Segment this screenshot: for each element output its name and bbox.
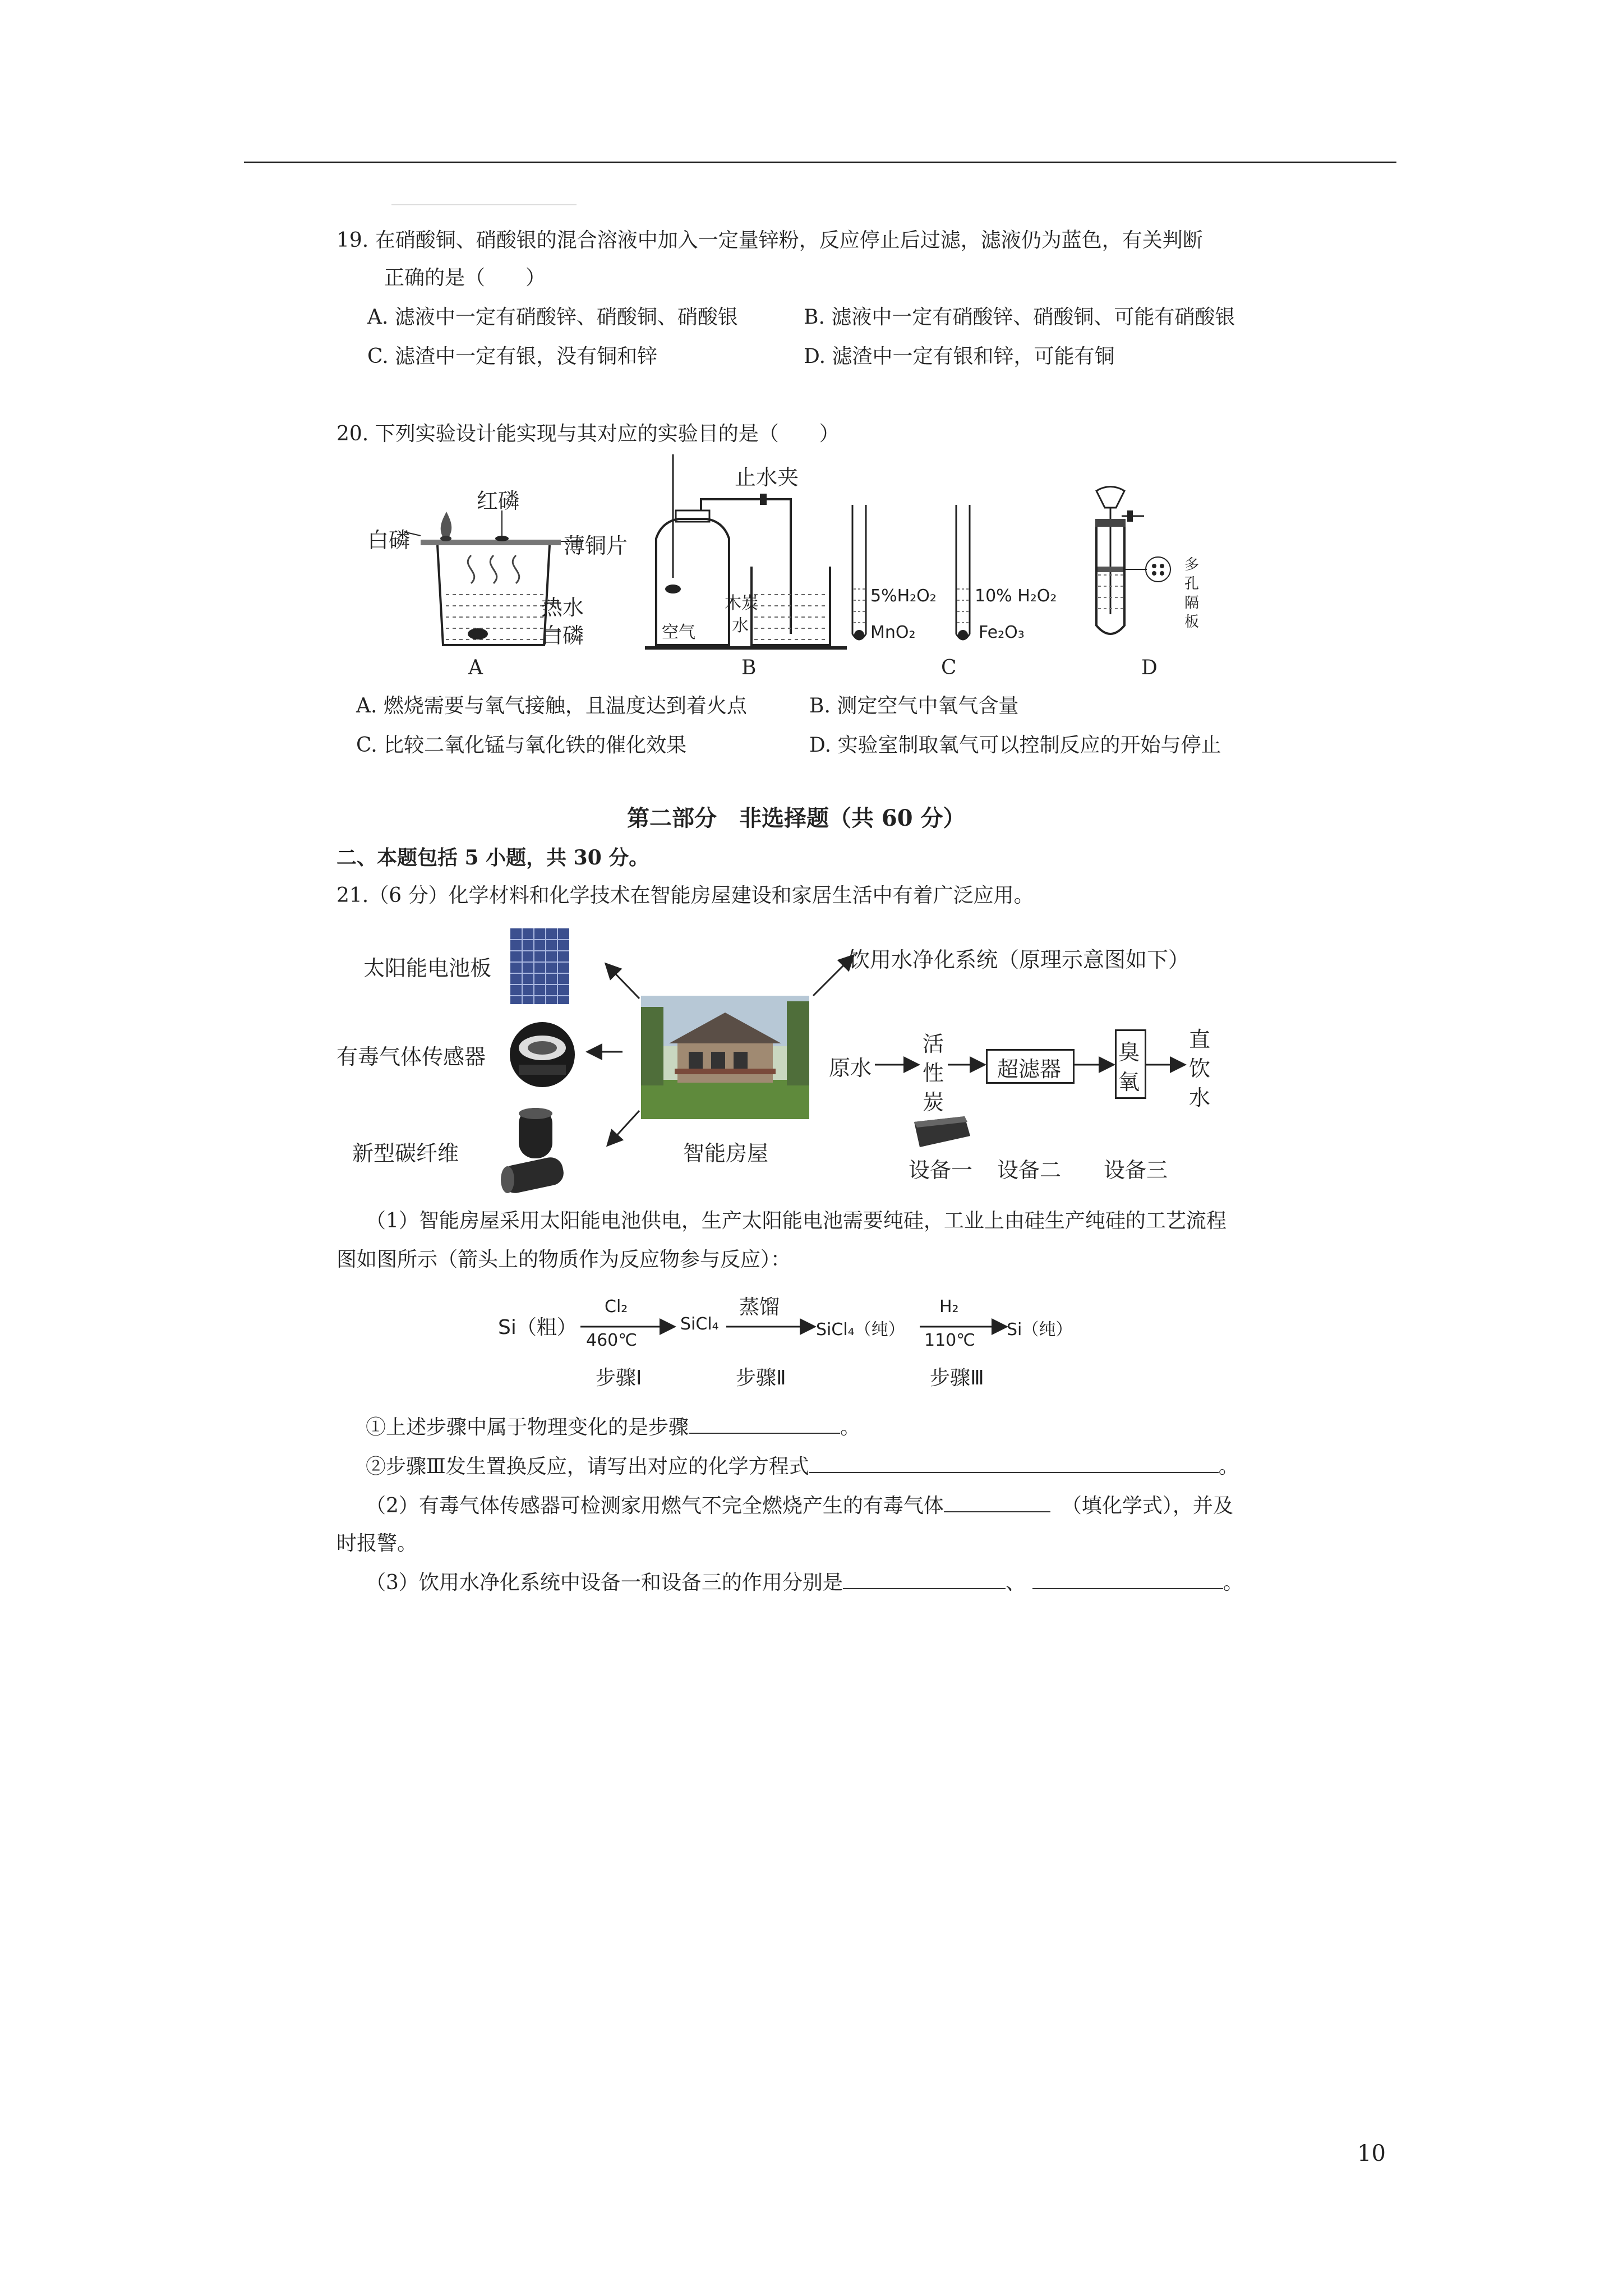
q21-part3-text: （3）饮用水净化系统中设备一和设备三的作用分别是 [366, 1571, 843, 1594]
flow-110c: 110℃ [924, 1331, 975, 1350]
fig-c-mno2: MnO₂ [870, 623, 916, 642]
answer-blank-device-one[interactable] [843, 1569, 1006, 1589]
flow-sicl4: SiCl₄ [680, 1314, 719, 1334]
q20-stem: 20. 下列实验设计能实现与其对应的实验目的是（ ） [336, 422, 840, 445]
activated-carbon-char1: 活 [923, 1032, 944, 1056]
device-two-label: 设备二 [997, 1158, 1062, 1182]
water-flow-arrows [872, 1043, 1197, 1088]
section-heading: 二、本题包括 5 小题，共 30 分。 [336, 846, 649, 869]
fig-a-letter: A [468, 656, 483, 679]
fig-a-hot-water: 热水 [541, 595, 584, 620]
fig-c-h2o2-10: 10% H₂O₂ [975, 586, 1057, 606]
part2-title: 第二部分 非选择题（共 60 分） [627, 805, 966, 831]
fig-c-fe2o3: Fe₂O₃ [979, 623, 1025, 642]
fig-b-charcoal: 木炭 [725, 593, 758, 613]
solar-panel-image [510, 928, 569, 1004]
carbon-fiber-label: 新型碳纤维 [352, 1141, 459, 1166]
fig-b-letter: B [741, 656, 757, 679]
solar-panel-label: 太阳能电池板 [363, 956, 492, 981]
q19-option-c: C. 滤渣中一定有银，没有铜和锌 [367, 345, 658, 368]
fig-a-copper-sheet: 薄铜片 [564, 533, 628, 558]
q21-part3-mid: 、 [1005, 1571, 1026, 1594]
q19-option-d: D. 滤渣中一定有银和锌，可能有铜 [804, 345, 1115, 368]
q21-part2-text: （2）有毒气体传感器可检测家用燃气不完全燃烧产生的有毒气体 [366, 1494, 944, 1517]
fig-c-letter: C [941, 656, 957, 679]
fig-b-water-clamp: 止水夹 [735, 465, 799, 490]
fig-b-air: 空气 [662, 623, 695, 642]
q21-part2-line2: 时报警。 [336, 1532, 418, 1555]
ozone-char2: 氧 [1118, 1070, 1140, 1094]
fig-a-white-phosphorus: 白磷 [367, 528, 411, 553]
q19-option-a: A. 滤液中一定有硝酸锌、硝酸铜、硝酸银 [367, 306, 738, 329]
q20-option-c: C. 比较二氧化锰与氧化铁的催化效果 [356, 734, 687, 757]
activated-carbon-device-image [909, 1116, 970, 1147]
q20-option-a: A. 燃烧需要与氧气接触，且温度达到着火点 [356, 694, 747, 717]
header-rule [244, 162, 1396, 163]
fig-b-water: 水 [732, 616, 749, 636]
raw-water-label: 原水 [829, 1056, 872, 1080]
q19-stem-line2: 正确的是（ ） [384, 266, 546, 289]
q21-sub1 [366, 1414, 860, 1441]
flow-sicl4-pure: SiCl₄（纯） [816, 1320, 905, 1340]
q21-part2-text-b: （填化学式），并及 [1061, 1494, 1233, 1517]
q21-sub1-text: ①上述步骤中属于物理变化的是步骤 [366, 1416, 689, 1439]
q19-stem-line1: 19. 在硝酸铜、硝酸银的混合溶液中加入一定量锌粉，反应停止后过滤，滤液仍为蓝色，有关判断 [336, 229, 1203, 252]
flow-460c: 460℃ [586, 1331, 637, 1350]
flow-step1: 步骤Ⅰ [596, 1366, 642, 1389]
fig-c-h2o2-5: 5%H₂O₂ [870, 586, 937, 606]
fig-a-white-phosphorus-water: 白磷 [541, 623, 584, 648]
smart-house-image [641, 996, 809, 1119]
q21-part2 [366, 1492, 1233, 1520]
flow-step3: 步骤Ⅲ [930, 1366, 984, 1389]
q21-stem: 21.（6 分）化学材料和化学技术在智能房屋建设和家居生活中有着广泛应用。 [336, 884, 1034, 907]
gas-sensor-image [508, 1020, 578, 1090]
q21-part3 [366, 1569, 1243, 1596]
q21-part1-line1: （1）智能房屋采用太阳能电池供电，生产太阳能电池需要纯硅，工业上由硅生产纯硅的工艺流程 [366, 1209, 1227, 1232]
flow-si-crude: Si（粗） [498, 1316, 577, 1339]
toxic-gas-sensor-label: 有毒气体传感器 [336, 1045, 486, 1069]
q21-sub2-end: 。 [1218, 1455, 1239, 1478]
q19-option-b: B. 滤液中一定有硝酸锌、硝酸铜、可能有硝酸银 [804, 306, 1235, 329]
flow-h2: H₂ [939, 1297, 959, 1317]
activated-carbon-char2: 性 [923, 1061, 944, 1085]
q20-option-b: B. 测定空气中氧气含量 [809, 694, 1019, 717]
smart-house-label: 智能房屋 [683, 1141, 769, 1166]
device-one-label: 设备一 [909, 1158, 973, 1182]
answer-blank-toxic-gas[interactable] [944, 1492, 1050, 1512]
direct-drink-char1: 直 [1189, 1027, 1211, 1052]
fig-d-perforated-plate: 多孔隔板 [1184, 556, 1200, 631]
activated-carbon-char3: 炭 [923, 1090, 944, 1115]
flow-step2: 步骤Ⅱ [736, 1366, 786, 1389]
fig-a-red-phosphorus: 红磷 [477, 489, 520, 513]
q21-sub2-text: ②步骤Ⅲ发生置换反应，请写出对应的化学方程式 [366, 1455, 809, 1478]
device-three-label: 设备三 [1104, 1158, 1168, 1182]
direct-drink-char2: 饮 [1189, 1056, 1211, 1081]
answer-blank-equation[interactable] [809, 1453, 1219, 1473]
flow-cl2: Cl₂ [605, 1297, 628, 1317]
flow-si-pure: Si（纯） [1007, 1320, 1073, 1340]
silicon-flow-arrows [578, 1315, 1009, 1338]
answer-blank-step[interactable] [689, 1414, 840, 1434]
q21-part1-line2: 图如图所示（箭头上的物质作为反应物参与反应）： [336, 1248, 791, 1271]
ultrafilter-label: 超滤器 [997, 1057, 1062, 1082]
water-system-label: 饮用水净化系统（原理示意图如下） [849, 947, 1190, 972]
q21-sub1-end: 。 [840, 1416, 861, 1439]
answer-blank-device-three[interactable] [1032, 1569, 1223, 1589]
direct-drink-char3: 水 [1189, 1085, 1211, 1110]
fig-d-letter: D [1141, 656, 1158, 679]
q21-sub2 [366, 1453, 1239, 1480]
q20-option-d: D. 实验室制取氧气可以控制反应的开始与停止 [809, 734, 1221, 757]
faint-rule [391, 204, 577, 205]
q21-part3-end: 。 [1223, 1571, 1243, 1594]
flow-distill: 蒸馏 [739, 1296, 780, 1319]
figure-c-catalyst-comparison [847, 505, 993, 651]
ozone-char1: 臭 [1118, 1040, 1140, 1065]
carbon-fiber-image [494, 1108, 575, 1198]
page-number: 10 [1357, 2141, 1386, 2166]
